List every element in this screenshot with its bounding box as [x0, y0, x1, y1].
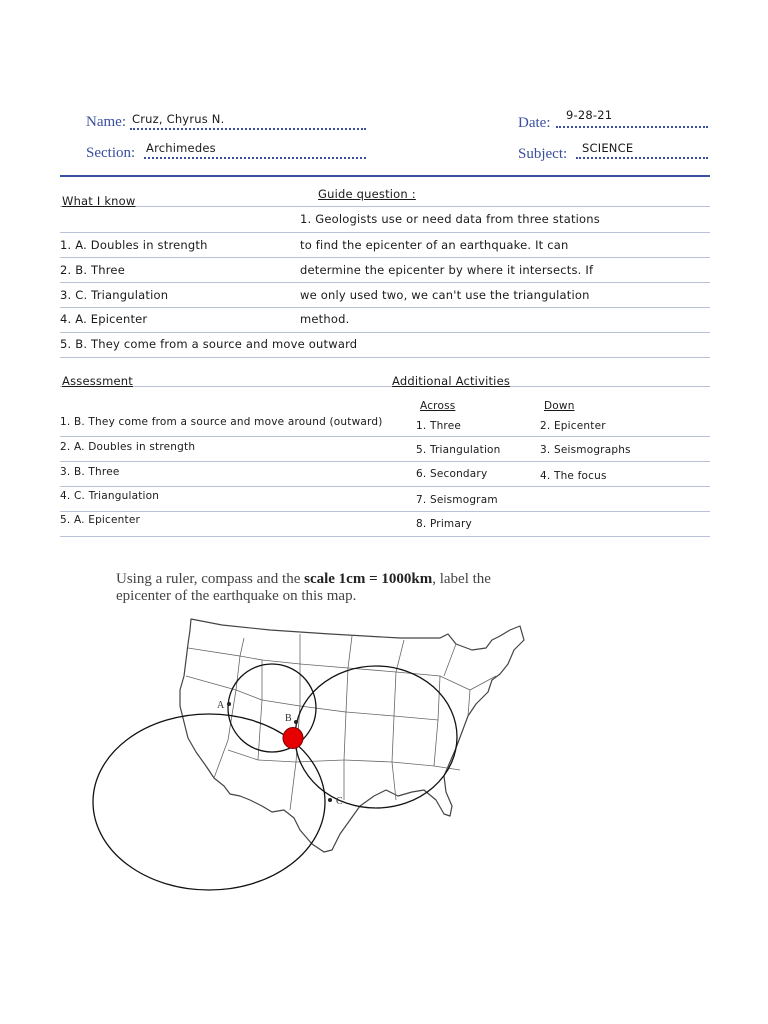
down-label: Down: [544, 400, 575, 412]
down-item: 3. Seismographs: [540, 444, 631, 456]
epicenter-marker: [283, 728, 303, 749]
section-value: Archimedes: [146, 141, 216, 155]
assessment-item: 3. B. Three: [60, 466, 120, 478]
what-i-know-title: What I know: [62, 194, 136, 208]
station-a-dot: [227, 702, 231, 706]
guide-question-line: method.: [300, 312, 350, 326]
assessment-item: 2. A. Doubles in strength: [60, 441, 196, 453]
guide-question-line: 1. Geologists use or need data from three stations: [300, 212, 600, 226]
station-a-label: A: [217, 700, 225, 711]
station-c-dot: [328, 798, 332, 802]
date-value: 9-28-21: [566, 108, 613, 122]
triangulation-circles: [93, 664, 457, 890]
name-label: Name:: [86, 114, 126, 130]
guide-question-line: determine the epicenter by where it intersects. If: [300, 263, 594, 277]
guide-question-line: we only used two, we can't use the triangulation: [300, 288, 590, 302]
additional-activities-title: Additional Activities: [392, 374, 511, 388]
what-i-know-item: 1. A. Doubles in strength: [60, 238, 208, 252]
what-i-know-item: 5. B. They come from a source and move outward: [60, 337, 358, 351]
date-label: Date:: [518, 115, 551, 131]
assessment-item: 1. B. They come from a source and move around (outward): [60, 416, 383, 428]
assessment-item: 4. C. Triangulation: [60, 490, 160, 502]
name-value: Cruz, Chyrus N.: [132, 112, 225, 126]
circle-station-c: [295, 666, 457, 808]
subject-value: SCIENCE: [582, 141, 634, 155]
across-item: 6. Secondary: [416, 468, 488, 480]
what-i-know-item: 4. A. Epicenter: [60, 312, 148, 326]
guide-question-line: to find the epicenter of an earthquake. It can: [300, 238, 569, 252]
section-label: Section:: [86, 145, 136, 161]
down-item: 4. The focus: [540, 470, 607, 482]
us-state-borders: [186, 634, 496, 810]
instructions-line2: epicenter of the earthquake on this map.: [116, 588, 357, 604]
instructions-part2: , label the: [432, 571, 491, 587]
down-item: 2. Epicenter: [540, 420, 606, 432]
assessment-title: Assessment: [62, 374, 133, 388]
across-label: Across: [420, 400, 456, 412]
guide-question-title: Guide question :: [318, 187, 416, 201]
instructions-scale: scale 1cm = 1000km: [304, 571, 433, 587]
station-c-label: C: [336, 796, 343, 807]
station-b-label: B: [285, 713, 292, 724]
across-item: 5. Triangulation: [416, 444, 501, 456]
across-item: 8. Primary: [416, 518, 472, 530]
us-map-outline: [180, 619, 524, 852]
what-i-know-item: 3. C. Triangulation: [60, 288, 169, 302]
across-item: 7. Seismogram: [416, 494, 498, 506]
subject-label: Subject:: [518, 146, 568, 162]
instructions-part1: Using a ruler, compass and the: [116, 571, 305, 587]
station-b-dot: [294, 720, 298, 724]
assessment-item: 5. A. Epicenter: [60, 514, 141, 526]
across-item: 1. Three: [416, 420, 462, 432]
what-i-know-item: 2. B. Three: [60, 263, 125, 277]
